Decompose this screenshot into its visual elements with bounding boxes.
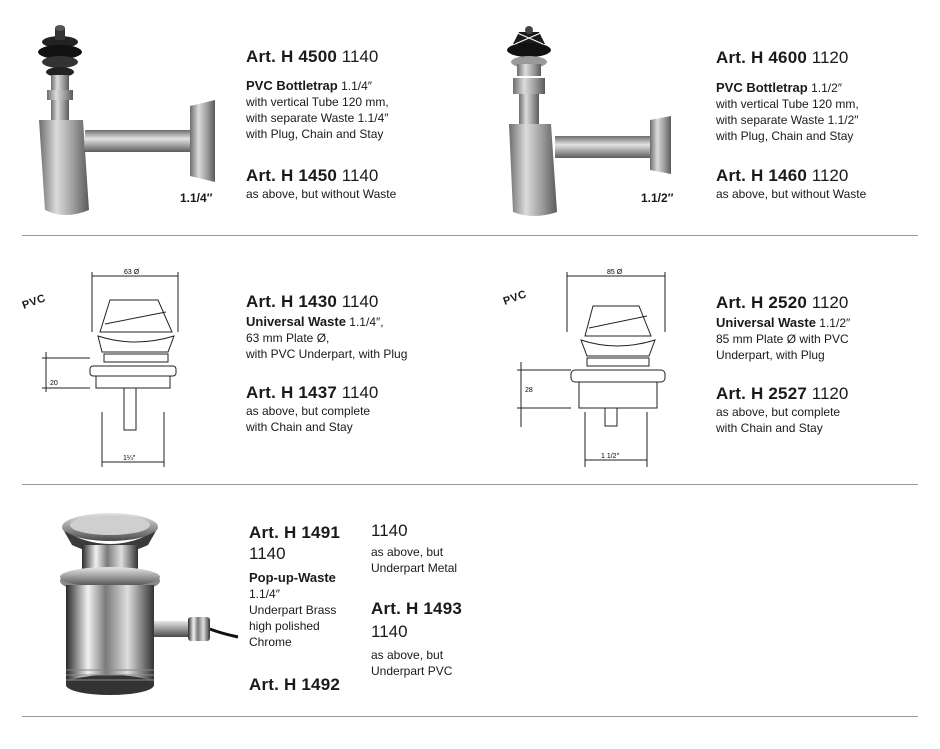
description-line: as above, but complete (246, 404, 371, 418)
description-line: 63 mm Plate Ø, (246, 331, 330, 345)
article-heading (371, 599, 462, 619)
product-description (246, 78, 389, 142)
description-line: with vertical Tube 120 mm, (246, 95, 389, 109)
pvc-tag: PVC (20, 292, 48, 312)
article-number: Art. H 1450 (246, 166, 338, 185)
article-number: Art. H 2520 (716, 293, 808, 312)
description-line: as above, but without Waste (716, 187, 867, 201)
article-code: 1140 (341, 166, 379, 185)
description-line: Underpart, with Plug (716, 348, 825, 362)
popup-waste-image (40, 505, 240, 710)
product-size: 1.1/4″ (341, 79, 373, 93)
description-line: with Chain and Stay (246, 420, 353, 434)
product-description (716, 315, 850, 363)
article-number: Art. H 1491 (249, 523, 341, 542)
product-title: Pop-up-Waste (249, 570, 336, 585)
article-number: Art. H 1437 (246, 383, 338, 402)
description-line: as above, but (371, 545, 444, 559)
article-heading (249, 675, 340, 695)
dimension-label: 1 1/2″ (601, 453, 620, 460)
product-description (716, 186, 866, 202)
trap-size-label: 1.1/4″ (180, 191, 213, 205)
article-code: 1140 (371, 622, 408, 641)
description-line: high polished (249, 619, 320, 633)
article-heading (246, 47, 378, 67)
product-description (249, 570, 336, 650)
article-number: Art. H 1430 (246, 292, 338, 311)
article-number: Art. H 4600 (716, 48, 808, 67)
article-code: 1140 (341, 292, 379, 311)
description-line: Chrome (249, 635, 292, 649)
article-heading (716, 384, 848, 404)
article-heading (249, 523, 340, 543)
dimension-label: 1¼″ (123, 455, 136, 462)
description-line: with separate Waste 1.1/2″ (716, 113, 859, 127)
description-line: Underpart Brass (249, 603, 337, 617)
description-line: with PVC Underpart, with Plug (246, 347, 408, 361)
description-line: 85 mm Plate Ø with PVC (716, 332, 849, 346)
product-size: 1.1/2″ (819, 316, 851, 330)
article-number: Art. H 1493 (371, 599, 463, 618)
article-number: Art. H 1492 (249, 675, 341, 694)
article-heading (716, 293, 848, 313)
product-title: Universal Waste (716, 315, 816, 330)
description-line: Underpart PVC (371, 664, 453, 678)
dimension-label: 20 (50, 380, 58, 387)
trap-size-label: 1.1/2″ (641, 191, 674, 205)
article-number: Art. H 1460 (716, 166, 808, 185)
product-description (246, 403, 370, 435)
article-heading (246, 383, 378, 403)
description-line: as above, but complete (716, 405, 841, 419)
product-title: PVC Bottletrap (716, 80, 808, 95)
product-description (246, 314, 407, 362)
article-code: 1120 (811, 166, 849, 185)
pvc-tag: PVC (501, 288, 529, 308)
description-line: as above, but (371, 648, 444, 662)
article-code: 1140 (249, 544, 286, 563)
article-heading (246, 292, 378, 312)
article-code: 1140 (341, 383, 379, 402)
article-heading (246, 166, 378, 186)
product-description (371, 544, 457, 576)
article-number: Art. H 4500 (246, 47, 338, 66)
product-description (371, 647, 452, 679)
description-line: Underpart Metal (371, 561, 458, 575)
article-code: 1140 (371, 521, 408, 540)
description-line: with separate Waste 1.1/4″ (246, 111, 389, 125)
description-line: as above, but without Waste (246, 187, 397, 201)
dimension-label: 28 (525, 387, 533, 394)
bottletrap-image-1 (25, 20, 225, 220)
section-divider (22, 716, 918, 717)
product-size: 1.1/2″ (811, 81, 843, 95)
description-line: with Plug, Chain and Stay (716, 129, 854, 143)
article-number: Art. H 2527 (716, 384, 808, 403)
dimension-label: 85 Ø (607, 269, 623, 276)
description-line: with vertical Tube 120 mm, (716, 97, 859, 111)
article-heading (716, 48, 848, 68)
article-code: 1120 (811, 293, 849, 312)
product-title: PVC Bottletrap (246, 78, 338, 93)
section-divider (22, 484, 918, 485)
article-code: 1120 (811, 48, 849, 67)
article-code: 1140 (341, 47, 379, 66)
universal-waste-diagram-2 (515, 262, 685, 472)
product-size: 1.1/4″, (349, 315, 384, 329)
description-line: with Chain and Stay (716, 421, 823, 435)
universal-waste-diagram-1 (40, 262, 210, 472)
product-title: Universal Waste (246, 314, 346, 329)
product-description (716, 80, 859, 144)
section-divider (22, 235, 918, 236)
product-size: 1.1/4″ (249, 587, 280, 601)
product-description (716, 404, 840, 436)
article-heading (716, 166, 848, 186)
product-description (246, 186, 396, 202)
article-code: 1120 (811, 384, 849, 403)
dimension-label: 63 Ø (124, 269, 140, 276)
description-line: with Plug, Chain and Stay (246, 127, 384, 141)
